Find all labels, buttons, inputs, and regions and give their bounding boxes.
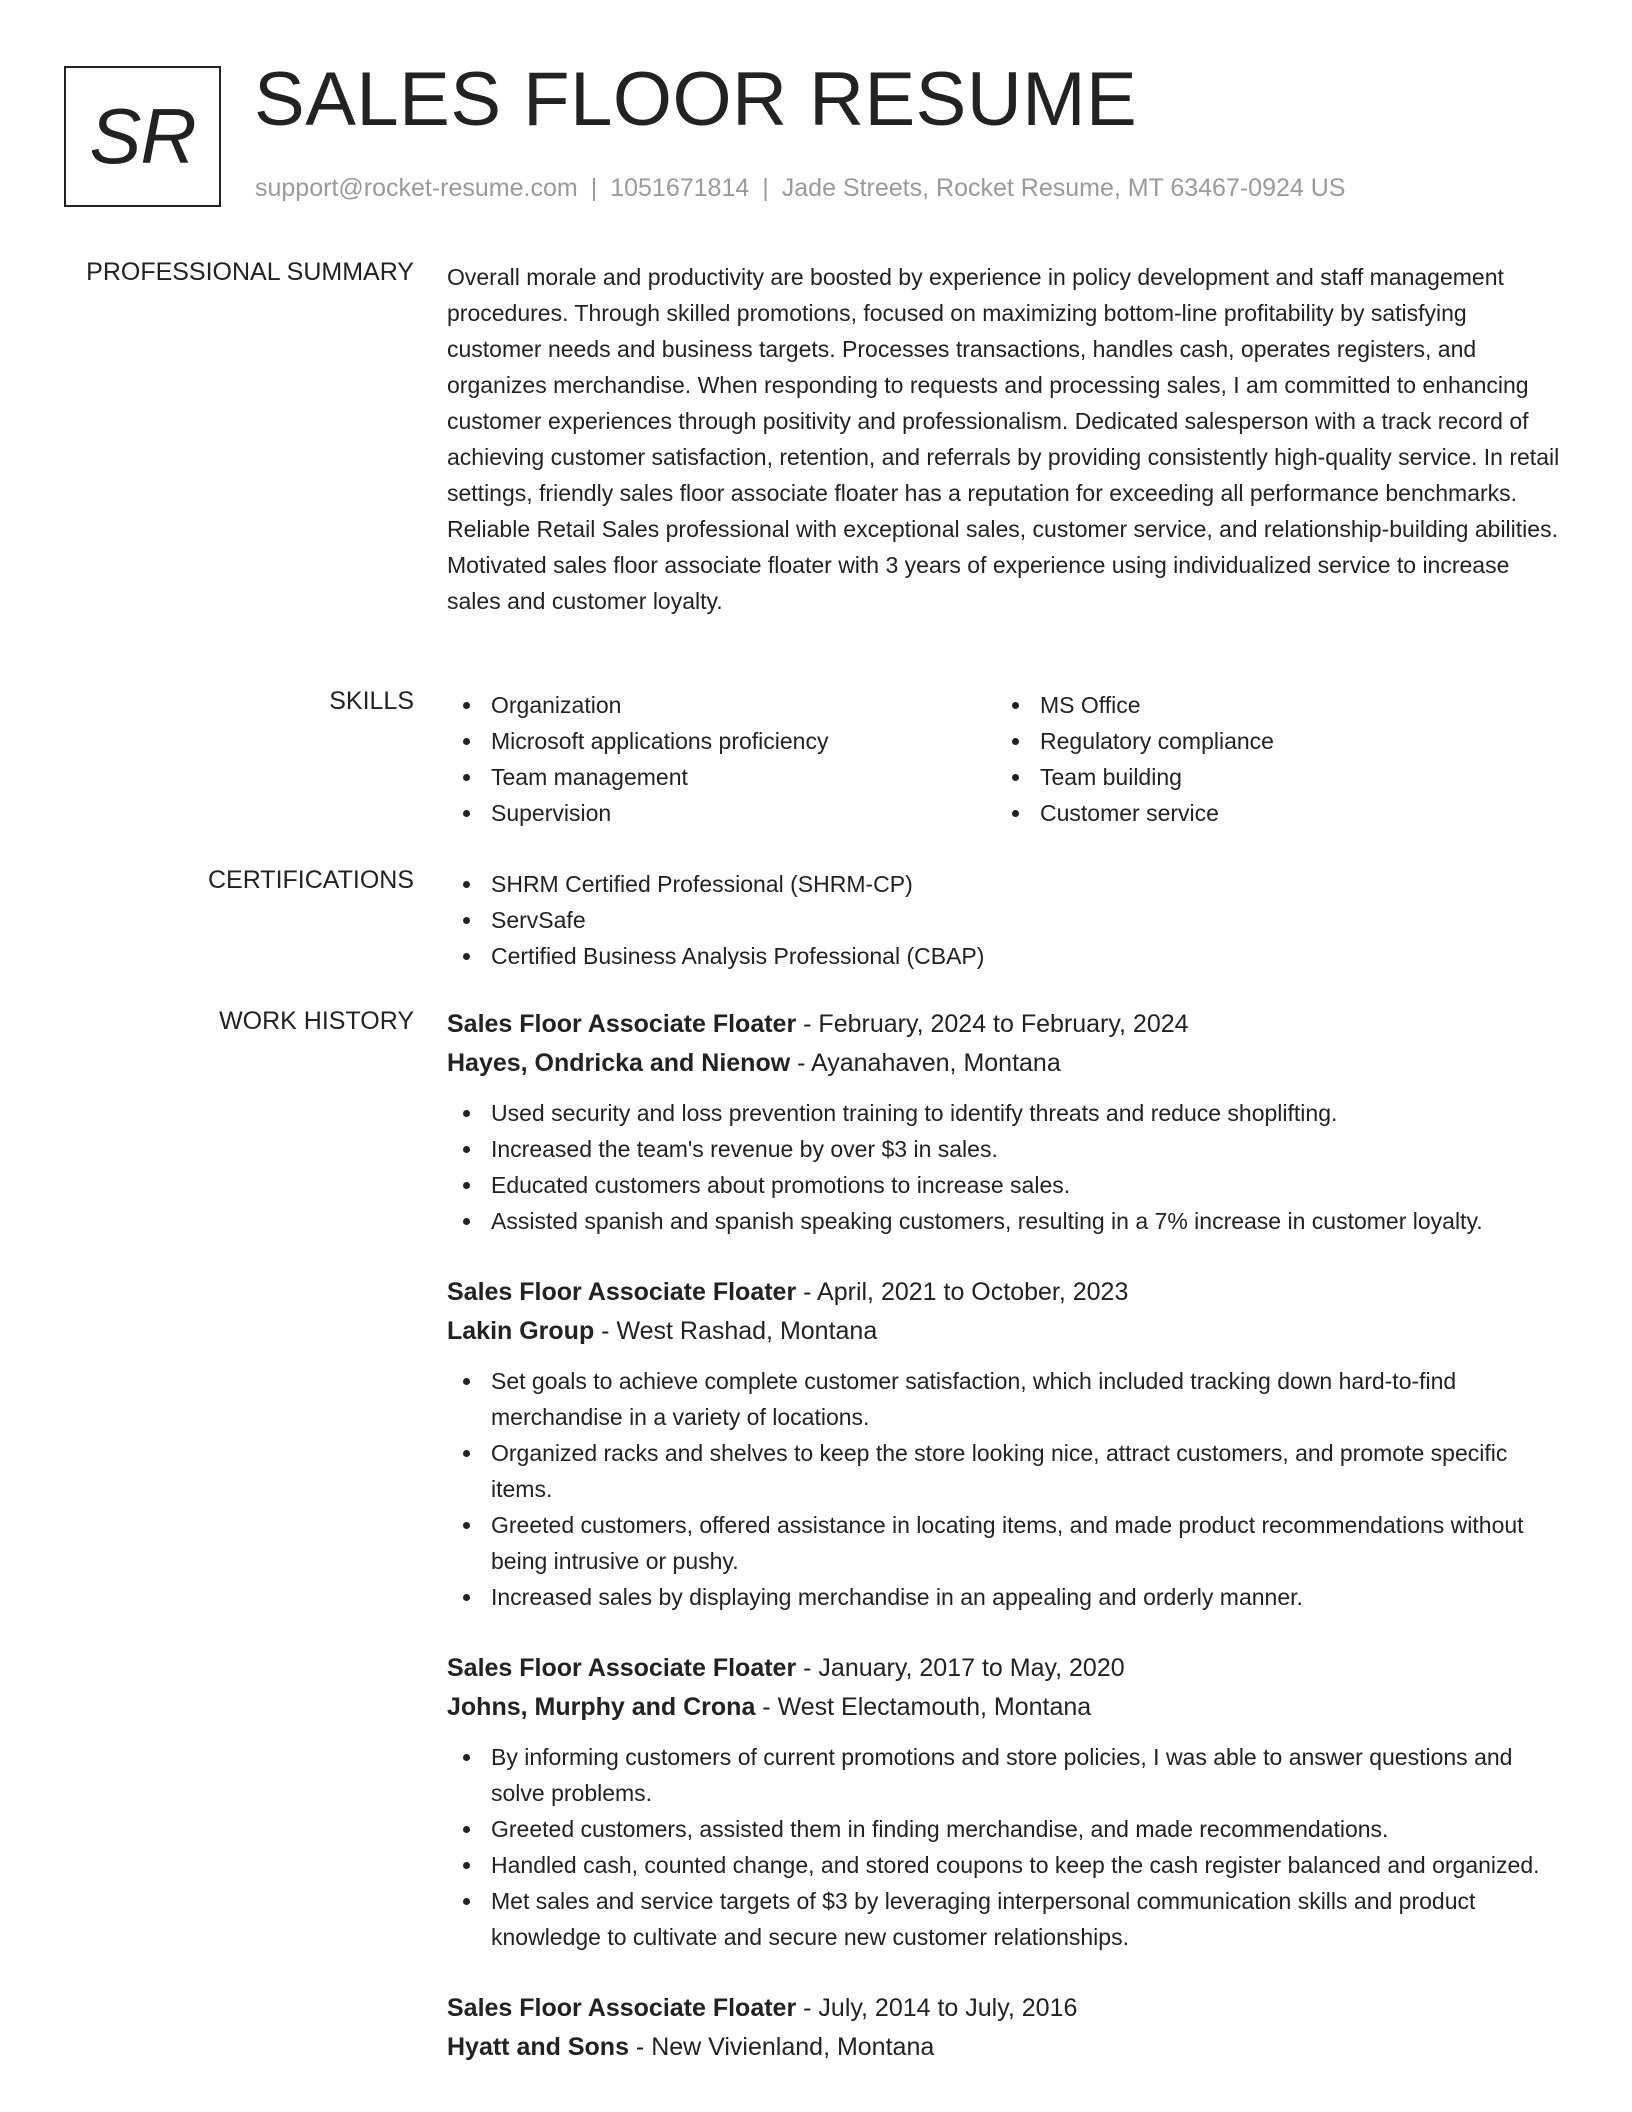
contact-separator: | [590, 174, 598, 202]
skills-column-1 [447, 687, 996, 831]
job-dates: - February, 2024 to February, 2024 [796, 1010, 1189, 1038]
list-item: ServSafe [447, 902, 1565, 938]
summary-body [447, 259, 1565, 619]
job-title-line [447, 1989, 1565, 2028]
list-item: MS Office [996, 687, 1545, 723]
list-item: Educated customers about promotions to increase sales. [447, 1167, 1565, 1203]
job-location: - West Rashad, Montana [594, 1317, 878, 1345]
list-item: Team management [447, 759, 996, 795]
job-title: Sales Floor Associate Floater [447, 1278, 797, 1306]
monogram-logo [64, 66, 221, 207]
list-item: Customer service [996, 795, 1545, 831]
section-label-skills: SKILLS [329, 687, 414, 715]
list-item: Greeted customers, offered assistance in locating items, and made product recommendations without being intrusive or pushy. [447, 1507, 1565, 1579]
job-dates: - July, 2014 to July, 2016 [796, 1994, 1078, 2022]
list-item: SHRM Certified Professional (SHRM-CP) [447, 866, 1565, 902]
job-entry [447, 1273, 1565, 1615]
job-location: - New Vivienland, Montana [628, 2033, 935, 2061]
job-company: Johns, Murphy and Crona [447, 1693, 756, 1721]
contact-phone: 1051671814 [610, 174, 750, 202]
list-item: Microsoft applications proficiency [447, 723, 996, 759]
list-item: Regulatory compliance [996, 723, 1545, 759]
job-duties [447, 1095, 1565, 1239]
job-location: - West Electamouth, Montana [755, 1693, 1092, 1721]
list-item: Certified Business Analysis Professional (CBAP) [447, 938, 1565, 974]
summary-text: Overall morale and productivity are boosted by experience in policy development and staff management procedures. Through skilled promotions, focused on maximizing bottom-line profitability by satisfying customer needs and business targets. Processes transactions, handles cash, operates registers, and organizes merchandise. When responding to requests and processing sales, I am committed to enhancing customer experiences through positivity and professionalism. Dedicated salesperson with a track record of achieving customer satisfaction, retention, and referrals by providing consistently high-quality service. In retail settings, friendly sales floor associate floater has a reputation for exceeding all performance benchmarks. Reliable Retail Sales professional with exceptional sales, customer service, and relationship-building abilities. Motivated sales floor associate floater with 3 years of experience using individualized service to increase sales and customer loyalty. [447, 264, 1560, 614]
list-item: Assisted spanish and spanish speaking customers, resulting in a 7% increase in customer loyalty. [447, 1203, 1565, 1239]
job-entry [447, 1649, 1565, 1955]
contact-email: support@rocket-resume.com [255, 174, 578, 202]
list-item: Team building [996, 759, 1545, 795]
list-item: Organized racks and shelves to keep the store looking nice, attract customers, and promote specific items. [447, 1435, 1565, 1507]
section-label-work-history: WORK HISTORY [219, 1007, 414, 1035]
contact-separator: | [762, 174, 769, 202]
certifications-list [447, 866, 1565, 974]
job-title: Sales Floor Associate Floater [447, 1654, 797, 1682]
section-label-certifications: CERTIFICATIONS [207, 866, 414, 894]
work-history-body [447, 1005, 1565, 2101]
job-company: Hyatt and Sons [447, 2033, 629, 2061]
skills-column-2 [996, 687, 1545, 831]
job-company: Hayes, Ondricka and Nienow [447, 1049, 791, 1077]
job-dates: - January, 2017 to May, 2020 [796, 1654, 1125, 1682]
skills-body [447, 687, 1565, 831]
skills-grid [447, 687, 1565, 831]
job-company-line [447, 2028, 1565, 2067]
job-location: - Ayanahaven, Montana [790, 1049, 1061, 1077]
job-dates: - April, 2021 to October, 2023 [796, 1278, 1129, 1306]
list-item: Handled cash, counted change, and stored coupons to keep the cash register balanced and organized. [447, 1847, 1565, 1883]
section-label-summary: PROFESSIONAL SUMMARY [86, 258, 414, 286]
job-company-line [447, 1312, 1565, 1351]
certifications-body [447, 866, 1565, 974]
monogram-text: SR [89, 92, 196, 180]
contact-line [255, 174, 1345, 203]
list-item: Greeted customers, assisted them in finding merchandise, and made recommendations. [447, 1811, 1565, 1847]
list-item: Met sales and service targets of $3 by leveraging interpersonal communication skills and product knowledge to cultivate and secure new customer relationships. [447, 1883, 1565, 1955]
job-company-line [447, 1688, 1565, 1727]
contact-address: Jade Streets, Rocket Resume, MT 63467-0924 US [781, 174, 1346, 202]
list-item: Organization [447, 687, 996, 723]
job-duties [447, 1363, 1565, 1615]
list-item: Increased the team's revenue by over $3 in sales. [447, 1131, 1565, 1167]
job-duties [447, 1739, 1565, 1955]
list-item: Set goals to achieve complete customer satisfaction, which included tracking down hard-to-find merchandise in a variety of locations. [447, 1363, 1565, 1435]
job-title: Sales Floor Associate Floater [447, 1994, 797, 2022]
list-item: Supervision [447, 795, 996, 831]
job-entry [447, 1005, 1565, 1239]
list-item: By informing customers of current promotions and store policies, I was able to answer questions and solve problems. [447, 1739, 1565, 1811]
job-title: Sales Floor Associate Floater [447, 1010, 797, 1038]
job-company-line [447, 1044, 1565, 1083]
job-title-line [447, 1005, 1565, 1044]
list-item: Used security and loss prevention training to identify threats and reduce shoplifting. [447, 1095, 1565, 1131]
list-item: Increased sales by displaying merchandise in an appealing and orderly manner. [447, 1579, 1565, 1615]
job-entry [447, 1989, 1565, 2067]
resume-title: SALES FLOOR RESUME [254, 57, 1138, 142]
job-title-line [447, 1273, 1565, 1312]
job-company: Lakin Group [447, 1317, 595, 1345]
job-title-line [447, 1649, 1565, 1688]
